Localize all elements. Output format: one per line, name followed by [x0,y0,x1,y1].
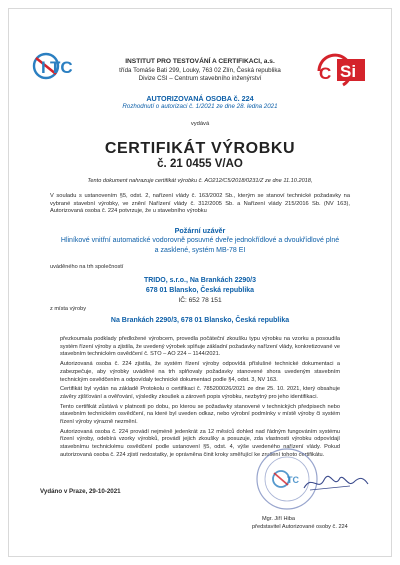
manufacturer-line1: TRIDO, s.r.o., Na Brankách 2290/3 [143,277,257,284]
svg-text:TC: TC [50,58,73,77]
signatory-role: představitel Autorizované osoby č. 224 [252,524,348,530]
body-paragraph: Tento certifikát zůstává v platnosti po dobu, po kterou se požadavky stanovené v technických předpisech nebo stavebním technickém osvědčení, na které byl uveden odkaz, nebo výrobní podmínky v místě výroby či systém řízení výroby výrazně nezmění. [60,403,340,426]
institute-division: Divize CSI – Centrum stavebního inženýrství [138,75,262,82]
body-paragraph: přezkoumala podklady předložené výrobcem, provedla počáteční zkoušku typu výrobku na vzorku a posoudila systém řízení výroby a zjistila, že uvedený výrobek splňuje základní požadavky nařízení vlády, konkretizované ve stavebním technickém osvědčení č. STO – AO 224 – 1144/2021. [60,336,340,358]
product-title: Požární uzávěr [174,226,226,235]
intro-paragraph: V souladu s ustanovením §5, odst. 2, nařízení vlády č. 163/2002 Sb., kterým se stanoví technické požadavky na vybrané stavební výrobky, ve znění Nařízení vlády č. 312/2005 Sb. a Nařízení vlády 215/2016 Sb. (NV 163), Autorizovaná osoba č. 224 potvrzuje, že u stavebního výrobku [50,193,350,215]
manufacturer-line2: 678 01 Blansko, Česká republika [145,287,255,294]
svg-text:Si: Si [340,62,357,81]
body-paragraph: Certifikát byl vydán na základě Protokolu o certifikaci č. 785200026/2021 ze dne 25. 10. 2021, který obsahuje závěry zjišťování a ověřování, výsledky zkoušek a zároveň popis výrobku, nezbytný pro jeho identifikaci. [60,386,340,400]
manufacturer-ico: IČ: 652 78 151 [178,297,222,304]
manufacturer-label: uváděného na trh společností [50,264,124,270]
svg-text:C: C [319,64,332,83]
body-paragraph: Autorizovaná osoba č. 224 provádí nejméně jedenkrát za 12 měsíců dohled nad řádným fungováním systému řízení výroby, odebírá vzorky výrobků, provádí jejich zkoušky a posuzuje, zda vlastnosti výrobku odpovídají stavebnímu technickému osvědčení podle ustanovení §5, odst. 4, výše uvedeného nařízení vlády. Pokud autorizovaná osoba č. 224 zjistí nedostatky, je oprávněna činit kroky směřující ke zrušení tohoto certifikátu. [60,428,340,458]
issued-label: vydává [190,121,210,127]
authority-name: AUTORIZOVANÁ OSOBA č. 224 [146,94,254,103]
issue-place-date: Vydáno v Praze, 29-10-2021 [40,488,121,495]
certificate-body [60,336,340,462]
svg-text:I: I [41,58,46,77]
production-place: Na Brankách 2290/3, 678 01 Blansko, Česká republika [110,317,290,324]
document-title: CERTIFIKÁT VÝROBKU [104,140,296,157]
place-label: z místa výroby [50,306,87,312]
replacement-note: Tento dokument nahrazuje certifikát výrobku č. AO212/C5/2018/0231/Z ze dne 11.10.2018, [87,178,313,184]
body-paragraph: Autorizovaná osoba č. 224 zjistila, že systém řízení výroby odpovídá příslušné technické dokumentaci a zabezpečuje, aby výrobky uváděné na trh splňovaly požadavky stanovené shora uvedeným stavebním technickým osvědčením a odpovídaly technické dokumentaci podle §4, odst. 3, NV 163. [60,361,340,383]
svg-text:TC: TC [287,475,299,485]
authority-decision: Rozhodnutí o autorizaci č. 1/2021 ze dne 28. ledna 2021 [122,103,278,110]
institute-name: INSTITUT PRO TESTOVÁNÍ A CERTIFIKACI, a.s. [125,58,275,65]
signatory-name: Mgr. Jiří Hiba [262,516,295,522]
certificate-number: č. 21 0455 V/AO [157,158,243,170]
signature [300,470,370,496]
product-description: Hliníkové vnitřní automatické vodorovně posuvné dveře jednokřídlové a dvoukřídlové plné a zasklené, systém MB-78 EI [60,237,340,254]
institute-address: třída Tomáše Bati 299, Louky, 763 02 Zlín, Česká republika [119,67,281,74]
